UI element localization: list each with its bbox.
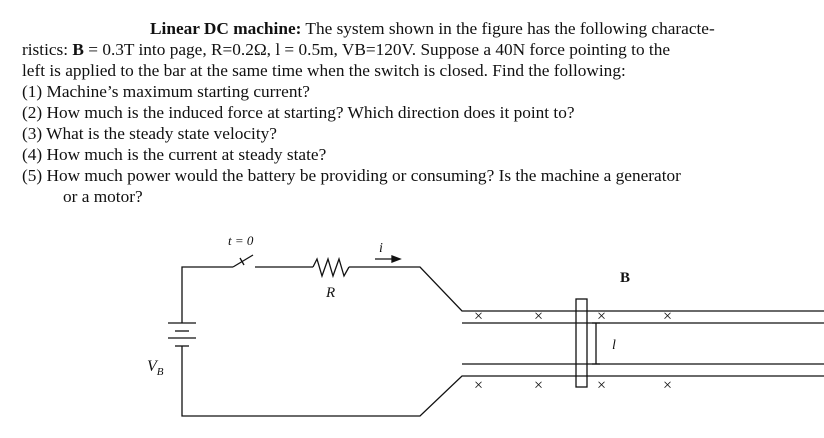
question-1: (1) Machine’s maximum starting current? [22,82,310,101]
sliding-bar [576,299,587,387]
switch-blade [233,255,253,267]
intro-line-2-pre: ristics: [22,40,73,59]
field-marker-6: × [534,377,544,394]
problem-heading: Linear DC machine: [150,19,302,38]
question-4: (4) How much is the current at steady state? [22,145,327,164]
resistor-label: R [326,285,336,301]
intro-line-2-post: = 0.3T into page, R=0.2Ω, l = 0.5m, VB=120V. Suppose a 40N force pointing to the [83,40,671,59]
field-marker-4: × [663,308,673,325]
field-marker-5: × [474,377,484,394]
question-3: (3) What is the steady state velocity? [22,124,277,143]
current-arrowhead [392,256,400,262]
question-5: (5) How much power would the battery be providing or consuming? Is the machine a generator [22,166,681,185]
question-5-continued: or a motor? [63,187,143,206]
battery-label: $V_B$ [147,358,164,378]
field-marker-1: × [474,308,484,325]
intro-line-1: The system shown in the figure has the following characte- [301,19,715,38]
bottom-rail-lower [182,346,824,416]
field-marker-8: × [663,377,673,394]
intro-bold-b: B [72,40,84,59]
field-label: B [620,270,631,286]
resistor [313,259,349,276]
field-marker-7: × [597,377,607,394]
wire-top-left [182,267,233,323]
switch-label: t = 0 [228,233,254,248]
field-marker-3: × [597,308,607,325]
intro-line-3: left is applied to the bar at the same time when the switch is closed. Find the following: [22,61,626,80]
bar-length-label: l [612,338,616,353]
current-label: i [379,241,383,256]
question-2: (2) How much is the induced force at starting? Which direction does it point to? [22,103,575,122]
field-marker-2: × [534,308,544,325]
